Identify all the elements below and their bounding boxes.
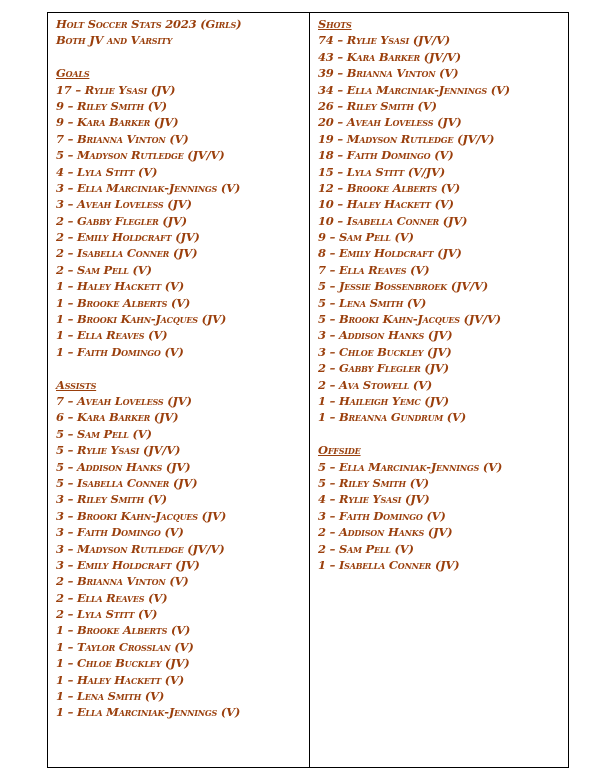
assists-heading: Assists [56,377,97,392]
shots-stat-row: 10 – Isabella Conner (JV) [318,213,468,228]
assists-list [56,393,241,721]
goals-stat-row: 17 – Rylie Ysasi (JV) [56,82,176,97]
goals-stat-row: 7 – Brianna Vinton (V) [56,131,189,146]
goals-heading: Goals [56,66,90,81]
offside-stat-row: 3 – Faith Domingo (V) [318,508,446,523]
shots-stat-row: 7 – Ella Reaves (V) [318,262,430,277]
assists-stat-row: 1 – Brooke Alberts (V) [56,623,191,638]
column-divider [309,12,310,768]
assists-stat-row: 5 – Sam Pell (V) [56,426,152,441]
shots-stat-row: 18 – Faith Domingo (V) [318,148,454,163]
goals-stat-row: 1 – Faith Domingo (V) [56,344,184,359]
goals-stat-row: 1 – Brooki Kahn-Jacques (JV) [56,312,227,327]
shots-list [318,32,510,425]
shots-stat-row: 39 – Brianna Vinton (V) [318,66,459,81]
assists-stat-row: 2 – Ella Reaves (V) [56,590,168,605]
goals-stat-row: 1 – Ella Reaves (V) [56,328,168,343]
shots-stat-row: 9 – Sam Pell (V) [318,230,414,245]
shots-stat-row: 8 – Emily Holdcraft (JV) [318,246,462,261]
offside-stat-row: 1 – Isabella Conner (JV) [318,557,460,572]
assists-stat-row: 3 – Madyson Rutledge (JV/V) [56,541,225,556]
assists-stat-row: 3 – Faith Domingo (V) [56,525,184,540]
assists-stat-row: 2 – Lyla Stitt (V) [56,607,158,622]
assists-stat-row: 2 – Brianna Vinton (V) [56,574,189,589]
shots-stat-row: 12 – Brooke Alberts (V) [318,180,460,195]
assists-stat-row: 7 – Aveah Loveless (JV) [56,393,192,408]
offside-heading: Offside [318,443,361,458]
assists-stat-row: 5 – Rylie Ysasi (JV/V) [56,443,181,458]
shots-stat-row: 20 – Aveah Loveless (JV) [318,115,462,130]
shots-stat-row: 43 – Kara Barker (JV/V) [318,49,461,64]
document-subtitle: Both JV and Varsity [56,33,173,48]
goals-list [56,82,241,361]
assists-stat-row: 5 – Addison Hanks (JV) [56,459,191,474]
assists-stat-row: 1 – Ella Marciniak-Jennings (V) [56,705,241,720]
shots-stat-row: 1 – Breanna Gundrum (V) [318,410,467,425]
shots-stat-row: 2 – Gabby Flegler (JV) [318,361,449,376]
goals-stat-row: 3 – Ella Marciniak-Jennings (V) [56,180,241,195]
offside-stat-row: 4 – Rylie Ysasi (JV) [318,492,430,507]
offside-stat-row: 5 – Riley Smith (V) [318,475,429,490]
goals-stat-row: 2 – Sam Pell (V) [56,262,152,277]
shots-stat-row: 34 – Ella Marciniak-Jennings (V) [318,82,510,97]
left-column [56,16,241,721]
goals-stat-row: 1 – Brooke Alberts (V) [56,295,191,310]
goals-stat-row: 2 – Isabella Conner (JV) [56,246,198,261]
shots-stat-row: 3 – Addison Hanks (JV) [318,328,453,343]
shots-stat-row: 2 – Ava Stowell (V) [318,377,433,392]
goals-stat-row: 1 – Haley Hackett (V) [56,279,184,294]
shots-stat-row: 74 – Rylie Ysasi (JV/V) [318,33,450,48]
goals-stat-row: 2 – Gabby Flegler (JV) [56,213,187,228]
shots-stat-row: 5 – Jessie Bossenbroek (JV/V) [318,279,489,294]
goals-stat-row: 4 – Lyla Stitt (V) [56,164,158,179]
shots-stat-row: 26 – Riley Smith (V) [318,98,437,113]
offside-list [318,459,510,574]
shots-heading: Shots [318,17,352,31]
assists-stat-row: 3 – Emily Holdcraft (JV) [56,557,200,572]
right-column [318,16,510,573]
assists-stat-row: 3 – Brooki Kahn-Jacques (JV) [56,508,227,523]
assists-stat-row: 1 – Taylor Crosslan (V) [56,639,194,654]
offside-stat-row: 5 – Ella Marciniak-Jennings (V) [318,459,503,474]
shots-stat-row: 3 – Chloe Buckley (JV) [318,344,452,359]
shots-stat-row: 5 – Brooki Kahn-Jacques (JV/V) [318,312,501,327]
offside-stat-row: 2 – Addison Hanks (JV) [318,525,453,540]
assists-stat-row: 3 – Riley Smith (V) [56,492,167,507]
goals-stat-row: 9 – Kara Barker (JV) [56,115,179,130]
assists-stat-row: 1 – Haley Hackett (V) [56,672,184,687]
shots-stat-row: 19 – Madyson Rutledge (JV/V) [318,131,495,146]
goals-stat-row: 2 – Emily Holdcraft (JV) [56,230,200,245]
assists-stat-row: 5 – Isabella Conner (JV) [56,475,198,490]
shots-stat-row: 5 – Lena Smith (V) [318,295,427,310]
goals-stat-row: 5 – Madyson Rutledge (JV/V) [56,148,225,163]
assists-stat-row: 1 – Lena Smith (V) [56,689,165,704]
goals-stat-row: 3 – Aveah Loveless (JV) [56,197,192,212]
shots-stat-row: 10 – Haley Hackett (V) [318,197,454,212]
shots-stat-row: 15 – Lyla Stitt (V/JV) [318,164,445,179]
goals-stat-row: 9 – Riley Smith (V) [56,98,167,113]
document-title: Holt Soccer Stats 2023 (Girls) [56,17,242,31]
assists-stat-row: 1 – Chloe Buckley (JV) [56,656,190,671]
offside-stat-row: 2 – Sam Pell (V) [318,541,414,556]
assists-stat-row: 6 – Kara Barker (JV) [56,410,179,425]
shots-stat-row: 1 – Haileigh Yemc (JV) [318,393,449,408]
